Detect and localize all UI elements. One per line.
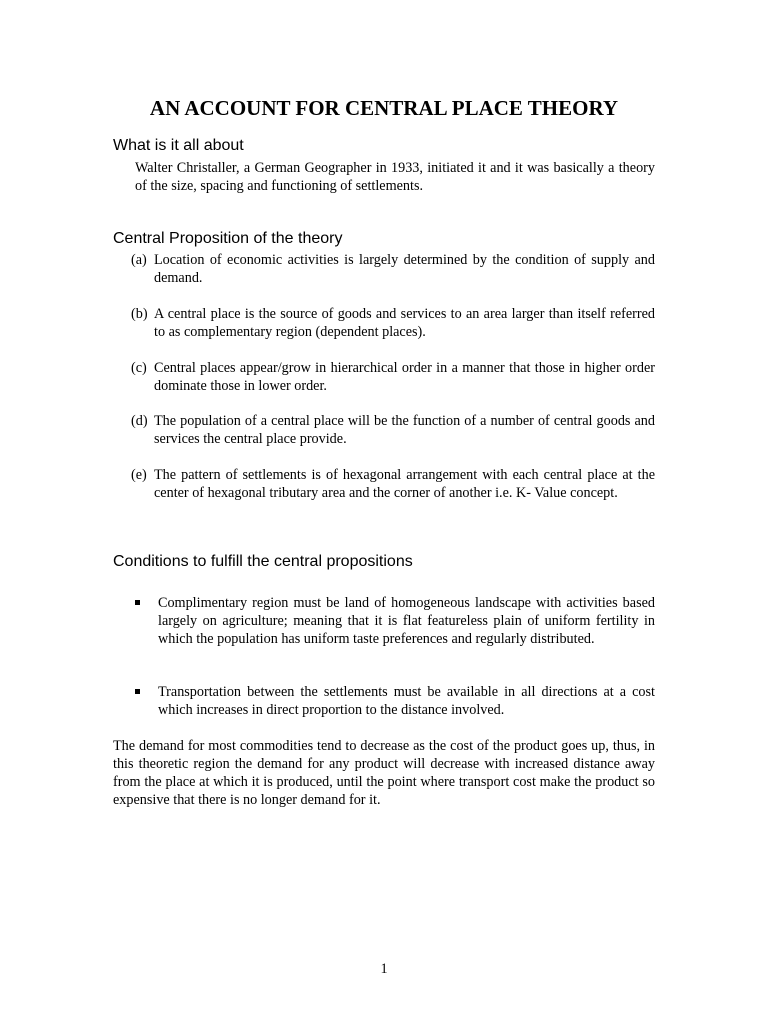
item-marker: (e) [131, 467, 147, 483]
closing-paragraph: The demand for most commodities tend to decrease as the cost of the product goes up, thus, in this theoretic region the demand for any product will decrease with increased distance away from the place at which it is produced, until the point where transport cost make the product so expensive that there is no longer demand for it. [113, 738, 655, 808]
condition-bullet [133, 683, 655, 719]
proposition-item [131, 412, 655, 448]
bullet-text: Complimentary region must be land of homogeneous landscape with activities based largely on agriculture; meaning that it is flat featureless plain of uniform fertility in which the population has uniform taste preferences and regularly distributed. [158, 595, 655, 647]
item-text: Central places appear/grow in hierarchical order in a manner that those in higher order dominate those in lower order. [154, 360, 655, 394]
document-title: AN ACCOUNT FOR CENTRAL PLACE THEORY [149, 96, 619, 120]
intro-paragraph: Walter Christaller, a German Geographer in 1933, initiated it and it was basically a theory of the size, spacing and functioning of settlements. [135, 160, 655, 194]
proposition-item [131, 251, 655, 287]
item-text: A central place is the source of goods and services to an area larger than itself referred to as complementary region (dependent places). [154, 306, 655, 340]
item-text: Location of economic activities is largely determined by the condition of supply and demand. [154, 252, 655, 286]
item-marker: (d) [131, 413, 148, 429]
proposition-item [131, 359, 655, 395]
item-text: The population of a central place will be the function of a number of central goods and services the central place provide. [154, 413, 655, 447]
item-marker: (b) [131, 306, 148, 322]
square-bullet-icon [135, 600, 140, 605]
section-heading-about: What is it all about [113, 137, 244, 154]
bullet-text: Transportation between the settlements must be available in all directions at a cost which increases in direct proportion to the distance involved. [158, 684, 655, 718]
square-bullet-icon [135, 689, 140, 694]
section-heading-proposition: Central Proposition of the theory [113, 230, 343, 247]
condition-bullet [133, 594, 655, 648]
item-text: The pattern of settlements is of hexagonal arrangement with each central place at the center of hexagonal tributary area and the corner of another i.e. K- Value concept. [154, 467, 655, 501]
section-heading-conditions: Conditions to fulfill the central propositions [113, 553, 413, 570]
item-marker: (c) [131, 360, 147, 376]
proposition-item [131, 466, 655, 502]
page-number: 1 [380, 961, 388, 977]
proposition-item [131, 305, 655, 341]
item-marker: (a) [131, 252, 147, 268]
